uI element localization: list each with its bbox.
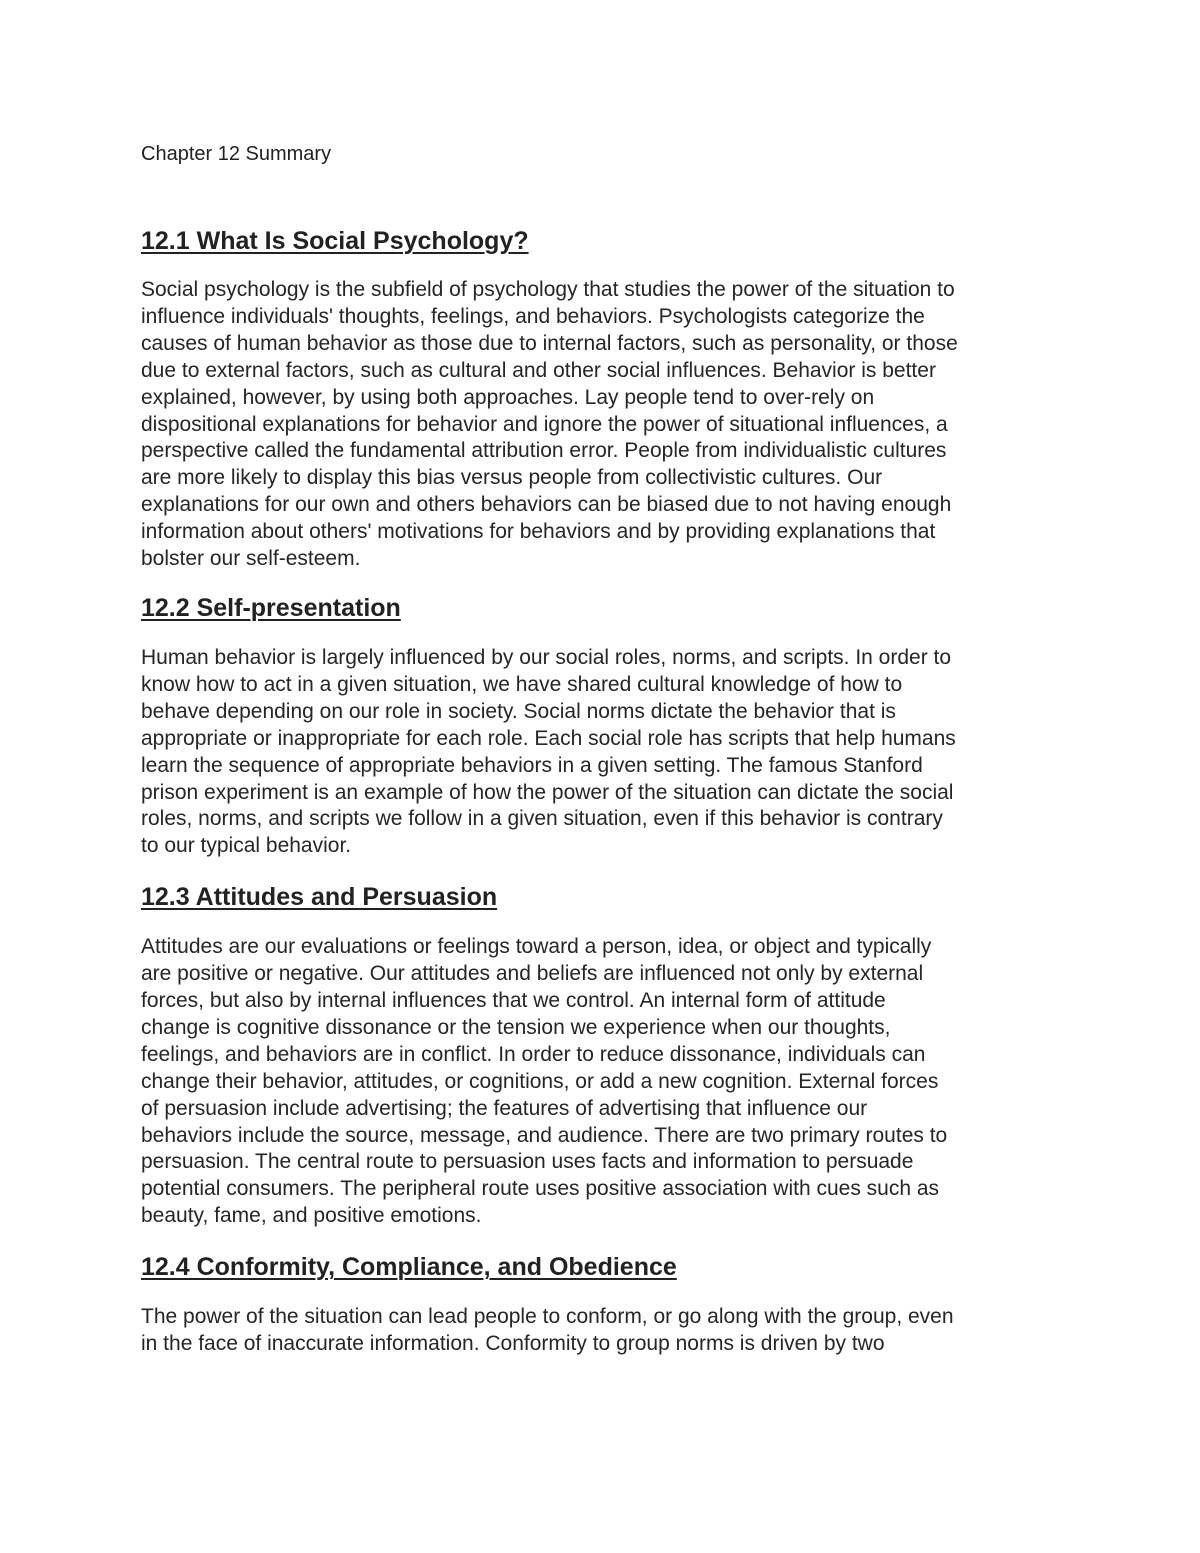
text-line: causes of human behavior as those due to internal factors, such as personality, or those — [141, 331, 958, 355]
text-line: persuasion. The central route to persuasion uses facts and information to persuade — [141, 1150, 914, 1174]
document-content — [141, 141, 1066, 1358]
text-line: potential consumers. The peripheral route uses positive association with cues such as — [141, 1177, 940, 1201]
text-line: change their behavior, attitudes, or cognitions, or add a new cognition. External forces — [141, 1069, 939, 1093]
text-line: are positive or negative. Our attitudes and beliefs are influenced not only by external — [141, 962, 924, 986]
text-line: change is cognitive dissonance or the tension we experience when our thoughts, — [141, 1015, 891, 1039]
section-body-12-1 — [141, 277, 1066, 573]
section-heading-12-1: 12.1 What Is Social Psychology? — [141, 227, 529, 255]
section-heading-12-4: 12.4 Conformity, Compliance, and Obedience — [141, 1253, 677, 1282]
text-line: explanations for our own and others behaviors can be biased due to not having enough — [141, 493, 952, 517]
text-line: Social psychology is the subfield of psychology that studies the power of the situation to — [141, 278, 955, 301]
section-body-12-3 — [141, 934, 1066, 1230]
text-line: in the face of inaccurate information. Conformity to group norms is driven by two — [141, 1332, 885, 1356]
text-line: bolster our self-esteem. — [141, 547, 361, 571]
text-line: explained, however, by using both approaches. Lay people tend to over-rely on — [141, 385, 875, 409]
text-line: The power of the situation can lead people to conform, or go along with the group, even — [141, 1305, 954, 1329]
section-heading-12-2: 12.2 Self-presentation — [141, 593, 401, 622]
text-line: Human behavior is largely influenced by our social roles, norms, and scripts. In order to — [141, 645, 952, 669]
text-line: behaviors include the source, message, and audience. There are two primary routes to — [141, 1123, 948, 1147]
text-line: due to external factors, such as cultural and other social influences. Behavior is better — [141, 358, 936, 382]
text-line: feelings, and behaviors are in conflict. In order to reduce dissonance, individuals can — [141, 1042, 926, 1066]
text-line: know how to act in a given situation, we have shared cultural knowledge of how to — [141, 672, 903, 696]
text-line: to our typical behavior. — [141, 834, 352, 858]
text-line: of persuasion include advertising; the features of advertising that influence our — [141, 1096, 868, 1120]
section-body-12-4 — [141, 1304, 1066, 1358]
document-title: Chapter 12 Summary — [141, 143, 332, 165]
section-body-12-2 — [141, 645, 1066, 860]
text-line: roles, norms, and scripts we follow in a given situation, even if this behavior is contrary — [141, 807, 943, 831]
text-line: prison experiment is an example of how the power of the situation can dictate the social — [141, 780, 954, 804]
text-line: beauty, fame, and positive emotions. — [141, 1204, 482, 1228]
text-line: learn the sequence of appropriate behaviors in a given setting. The famous Stanford — [141, 753, 923, 777]
text-line: appropriate or inappropriate for each role. Each social role has scripts that help humans — [141, 726, 956, 750]
text-line: Attitudes are our evaluations or feelings toward a person, idea, or object and typically — [141, 935, 932, 959]
text-line: are more likely to display this bias versus people from collectivistic cultures. Our — [141, 466, 883, 490]
text-line: information about others' motivations for behaviors and by providing explanations that — [141, 520, 936, 544]
text-line: forces, but also by internal influences that we control. An internal form of attitude — [141, 989, 886, 1013]
text-line: behave depending on our role in society. Social norms dictate the behavior that is — [141, 699, 896, 723]
text-line: dispositional explanations for behavior and ignore the power of situational influences, a — [141, 412, 948, 436]
section-heading-12-3: 12.3 Attitudes and Persuasion — [141, 883, 498, 912]
text-line: perspective called the fundamental attribution error. People from individualistic cultures — [141, 439, 947, 463]
text-line: influence individuals' thoughts, feelings, and behaviors. Psychologists categorize the — [141, 304, 925, 328]
